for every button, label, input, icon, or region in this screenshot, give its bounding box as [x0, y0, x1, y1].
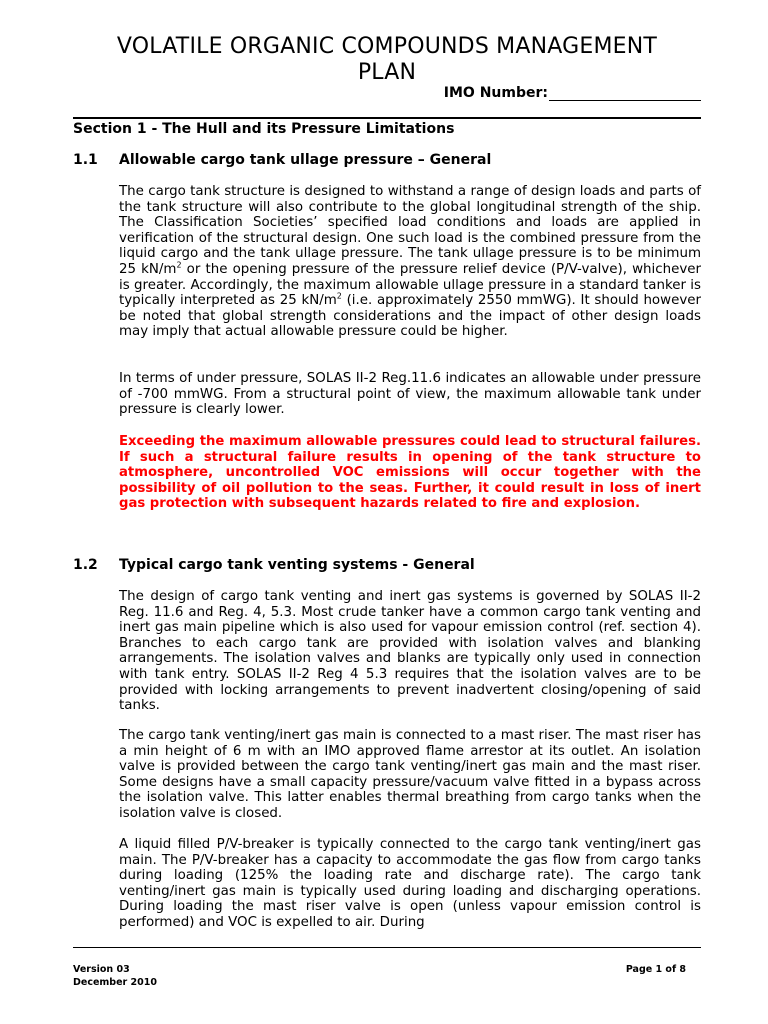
imo-number-label: IMO Number:: [443, 85, 548, 101]
footer-page-number: Page 1 of 8: [625, 964, 686, 975]
footer-version-info: [73, 963, 157, 989]
title-line-1: VOLATILE ORGANIC COMPOUNDS MANAGEMENT: [116, 34, 658, 59]
paragraph-mast-riser: The cargo tank venting/inert gas main is connected to a mast riser. The mast riser has a min height of 6 m with an IMO approved flame arrestor at its outlet. An isolation valve is provided between the cargo tank venting/inert gas main and the mast riser. Some designs have a small capacity pressure/vacuum valve fitted in a bypass across the isolation valve. This latter enables thermal breathing from cargo tanks when the isolation valve is closed.: [119, 728, 701, 821]
warning-paragraph: Exceeding the maximum allowable pressures could lead to structural failures. If such a structural failure results in opening of the tank structure to atmosphere, uncontrolled VOC emissions will occur together with the possibility of oil pollution to the seas. Further, it could result in loss of inert gas protection with subsequent hazards related to fire and explosion.: [119, 434, 701, 512]
subsection-title: Typical cargo tank venting systems - General: [119, 557, 475, 573]
subsection-heading-1-1: [73, 152, 491, 168]
footer-divider: [73, 947, 701, 948]
paragraph-pv-breaker: A liquid filled P/V-breaker is typically connected to the cargo tank venting/inert gas main. The P/V-breaker has a capacity to accommodate the gas flow from cargo tanks during loading (125% the loading rate and discharge rate). The cargo tank venting/inert gas main is typically used during loading and discharging operations. During loading the mast riser valve is open (unless vapour emission control is performed) and VOC is expelled to air. During: [119, 837, 701, 930]
paragraph-ullage-pressure: [119, 184, 701, 340]
superscript: 2: [336, 291, 342, 301]
superscript: 2: [176, 260, 182, 270]
title-line-2: PLAN: [357, 60, 417, 85]
footer-date: December 2010: [73, 977, 157, 988]
subsection-title: Allowable cargo tank ullage pressure – General: [119, 152, 492, 168]
subsection-heading-1-2: [73, 557, 475, 573]
paragraph-under-pressure: In terms of under pressure, SOLAS II-2 Reg.11.6 indicates an allowable under pressure of -700 mmWG. From a structural point of view, the maximum allowable tank under pressure is clearly lower.: [119, 371, 701, 418]
subsection-number: 1.2: [73, 557, 98, 573]
paragraph-venting-design: The design of cargo tank venting and inert gas systems is governed by SOLAS II-2 Reg. 11.6 and Reg. 4, 5.3. Most crude tanker have a common cargo tank venting and inert gas main pipeline which is also used for vapour emission control (ref. section 4). Branches to each cargo tank are provided with isolation valves and blanking arrangements. The isolation valves and blanks are typically only used in connection with tank entry. SOLAS II-2 Reg 4 5.3 requires that the isolation valves are to be provided with locking arrangements to prevent inadvertent closing/opening of said tanks.: [119, 589, 701, 714]
paragraph-text: or the opening pressure of the pressure relief device (P/V-valve), whichever is greater. Accordingly, the maximum allowable ullage pressure in a standard tanker is typically interpreted as 25 kN/m: [119, 261, 702, 309]
footer-version: Version 03: [73, 964, 130, 975]
imo-number-blank-line: [549, 86, 701, 101]
paragraph-text: The cargo tank structure is designed to withstand a range of design loads and parts of the tank structure will also contribute to the global longitudinal strength of the ship. The Classification Societies’ specified load conditions and loads are applied in verification of the structural design. One such load is the combined pressure from the liquid cargo and the tank ullage pressure. The tank ullage pressure is to be minimum 25 kN/m: [119, 184, 701, 277]
imo-number-field: [444, 85, 701, 101]
section-title: Section 1 - The Hull and its Pressure Limitations: [73, 121, 455, 137]
subsection-number: 1.1: [73, 152, 98, 168]
paragraph-text: (i.e. approximately 2550 mmWG). It should however be noted that global strength considerations and the impact of other design loads may imply that actual allowable pressure could be higher.: [119, 293, 701, 340]
header-divider: [73, 117, 701, 119]
document-title: [73, 34, 701, 86]
